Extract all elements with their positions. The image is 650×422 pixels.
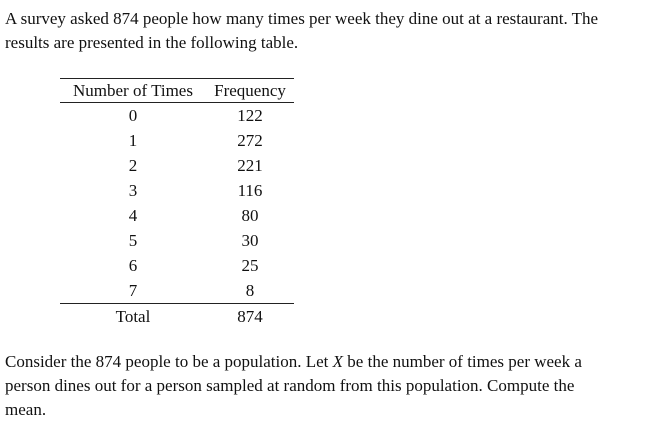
cell-frequency: 80: [241, 206, 259, 225]
frequency-table: [60, 78, 294, 329]
question-line-3: mean.: [5, 400, 47, 419]
table-row: [60, 103, 294, 129]
cell-times: 6: [128, 256, 138, 275]
intro-paragraph: [5, 7, 645, 55]
intro-line-2: results are presented in the following table.: [5, 33, 299, 52]
cell-times: 7: [128, 281, 138, 300]
variable-x: X: [332, 352, 344, 371]
intro-line-1: A survey asked 874 people how many times per week they dine out at a restaurant. The: [5, 9, 599, 28]
table-row: [60, 278, 294, 304]
frequency-table-container: [60, 78, 294, 329]
cell-frequency: 25: [241, 256, 259, 275]
table-header-row: [60, 79, 294, 103]
cell-frequency: 30: [241, 231, 259, 250]
cell-times: 3: [128, 181, 138, 200]
cell-frequency: 8: [245, 281, 255, 300]
cell-frequency: 272: [237, 131, 263, 150]
table-row: [60, 253, 294, 278]
cell-frequency: 221: [237, 156, 263, 175]
cell-times: 5: [128, 231, 138, 250]
table-total-row: [60, 304, 294, 330]
cell-times: 2: [128, 156, 138, 175]
cell-times: 1: [128, 131, 138, 150]
cell-frequency: 122: [237, 106, 263, 125]
total-label: Total: [115, 307, 151, 326]
question-paragraph: [5, 350, 645, 422]
question-line-1-end: be the number of times per week a: [343, 352, 582, 371]
total-value: 874: [237, 307, 263, 326]
header-frequency: Frequency: [214, 80, 286, 100]
table-row: [60, 153, 294, 178]
cell-frequency: 116: [237, 181, 263, 200]
cell-times: 4: [128, 206, 138, 225]
table-row: [60, 203, 294, 228]
table-row: [60, 228, 294, 253]
question-line-1-start: Consider the 874 people to be a population. Let: [5, 352, 333, 371]
question-line-2: person dines out for a person sampled at random from this population. Compute the: [5, 376, 575, 395]
table-row: [60, 178, 294, 203]
cell-times: 0: [128, 106, 138, 125]
table-row: [60, 128, 294, 153]
header-number-of-times: Number of Times: [73, 80, 193, 100]
